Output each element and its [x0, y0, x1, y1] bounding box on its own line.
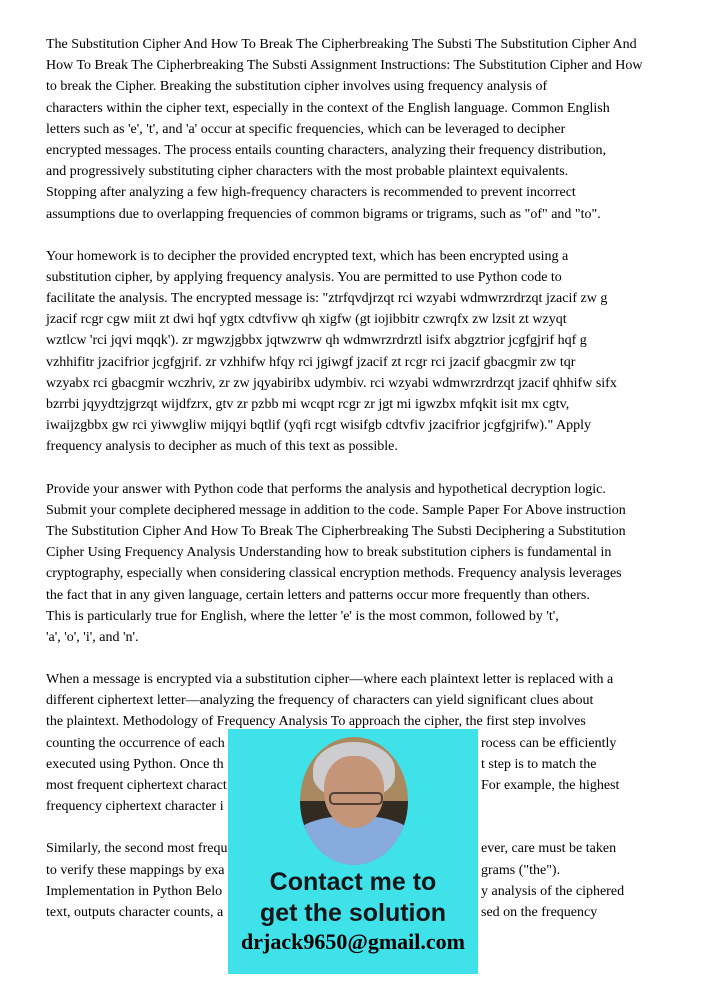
- text-fragment-left: most frequent ciphertext charact: [46, 778, 227, 793]
- text-fragment-right: rocess can be efficiently: [481, 735, 617, 751]
- text-line: wzyabx rci gbacgmir wczhriv, zr zw jqyabiribx udymbiv. rci wzyabi wdmwrzrdrzqt jzacif qhhifw sifx: [46, 375, 617, 391]
- text-line: frequency analysis to decipher as much of this text as possible.: [46, 439, 398, 455]
- text-line: different ciphertext letter—analyzing the frequency of characters can yield significant clues about: [46, 693, 594, 709]
- text-line: Stopping after analyzing a few high-frequency characters is recommended to prevent incorrect: [46, 185, 576, 201]
- text-line: wztlcw 'rci jqvi mqqk'). zr mgwzjgbbx jqtwzwrw qh wdmwrzrdrztl isifx abgztrior jcgfgjrif hqf g: [46, 333, 587, 349]
- text-line: bzrrbi jqyydtzjgrzqt wijdfzrx, gtv zr pzbb mi wcqpt rcgr zr jgt mi igwzbx mfqkit isit mx cgtv,: [46, 397, 570, 412]
- text-line: encrypted messages. The process entails counting characters, analyzing their frequency distribution,: [46, 142, 606, 158]
- paragraph: [46, 246, 676, 458]
- text-line: assumptions due to overlapping frequencies of common bigrams or trigrams, such as "of" and "to".: [46, 206, 601, 222]
- text-line: cryptography, especially when considering classical encryption methods. Frequency analysis leverages: [46, 566, 622, 582]
- text-fragment-left: frequency ciphertext character i: [46, 799, 224, 815]
- text-line: Your homework is to decipher the provided encrypted text, which has been encrypted using a: [46, 248, 569, 264]
- text-line: Cipher Using Frequency Analysis Understanding how to break substitution ciphers is fundamental in: [46, 545, 612, 561]
- text-fragment-right: y analysis of the ciphered: [481, 883, 625, 899]
- text-line: Submit your complete deciphered message in addition to the code. Sample Paper For Above instruction: [46, 502, 626, 518]
- text-fragment-left: Similarly, the second most frequ: [46, 841, 228, 857]
- text-fragment-left: Implementation in Python Belo: [46, 883, 223, 899]
- text-line: substitution cipher, by applying frequency analysis. You are permitted to use Python code to: [46, 269, 562, 285]
- tutor-portrait-photo: [300, 737, 408, 865]
- text-line: to break the Cipher. Breaking the substitution cipher involves using frequency analysis of: [46, 79, 548, 95]
- ad-headline: [228, 867, 478, 929]
- text-line: the fact that in any given language, certain letters and patterns occur more frequently than others.: [46, 587, 590, 603]
- text-line: facilitate the analysis. The encrypted message is: "ztrfqvdjrzqt rci wzyabi wdmwrzrdrzqt jzacif zw g: [46, 291, 608, 307]
- text-fragment-right: For example, the highest: [481, 778, 620, 793]
- text-line: The Substitution Cipher And How To Break The Cipherbreaking The Substi Deciphering a Substitution: [46, 523, 626, 539]
- text-line: and progressively substituting cipher characters with the most probable plaintext equivalents.: [46, 164, 569, 180]
- portrait-glasses-shape: [329, 792, 383, 805]
- text-fragment-right: t step is to match the: [481, 756, 597, 772]
- contact-email[interactable]: drjack9650@gmail.com: [241, 929, 465, 954]
- ad-headline-line2: get the solution: [259, 899, 447, 927]
- solution-ad-overlay[interactable]: [228, 729, 478, 974]
- text-fragment-left: executed using Python. Once th: [46, 756, 224, 772]
- text-fragment-right: sed on the frequency: [481, 904, 598, 920]
- text-fragment-right: ever, care must be taken: [481, 841, 617, 857]
- text-line: When a message is encrypted via a substitution cipher—where each plaintext letter is replaced with a: [46, 672, 614, 688]
- ad-headline-line1: Contact me to: [269, 868, 437, 896]
- text-line: 'a', 'o', 'i', and 'n'.: [46, 629, 139, 645]
- paragraph: [46, 34, 676, 225]
- text-line: vzhhifitr jzacifrior jcgfgjrif. zr vzhhifw hfqy rci jgiwgf jzacif zt rcgr rci jzacif gbacgmir zw tqr: [46, 354, 576, 370]
- text-fragment-right: grams ("the").: [481, 862, 561, 878]
- text-line: the plaintext. Methodology of Frequency Analysis To approach the cipher, the first step involves: [46, 714, 586, 730]
- text-fragment-left: text, outputs character counts, a: [46, 904, 224, 920]
- text-line: The Substitution Cipher And How To Break The Cipherbreaking The Substi The Substitution Cipher And: [46, 37, 637, 52]
- paragraph: [46, 479, 676, 649]
- text-line: letters such as 'e', 't', and 'a' occur at specific frequencies, which can be leveraged to decipher: [46, 121, 566, 137]
- text-line: How To Break The Cipherbreaking The Substi Assignment Instructions: The Substitution Cipher and How: [46, 58, 643, 74]
- text-line: iwaijzgbbx gw rci yiwwgliw mijqyi bqtlif (yqfi rcgt wisifgb cdtvfiv jzacifrior jcgfgjrifw)." Apply: [46, 418, 591, 434]
- text-fragment-left: counting the occurrence of each: [46, 735, 225, 751]
- text-line: Provide your answer with Python code that performs the analysis and hypothetical decryption logic.: [46, 481, 606, 497]
- text-fragment-left: to verify these mappings by exa: [46, 862, 225, 878]
- text-line: jzacif rcgr cgw miit zt dwi hqf ygtx cdtvfivw qh xigfw (gt iojibbitr czwrqfx zw lzsit zt wzyqt: [46, 312, 567, 328]
- text-line: characters within the cipher text, especially in the context of the English language. Common English: [46, 100, 610, 116]
- text-line: This is particularly true for English, where the letter 'e' is the most common, followed by 't',: [46, 608, 559, 624]
